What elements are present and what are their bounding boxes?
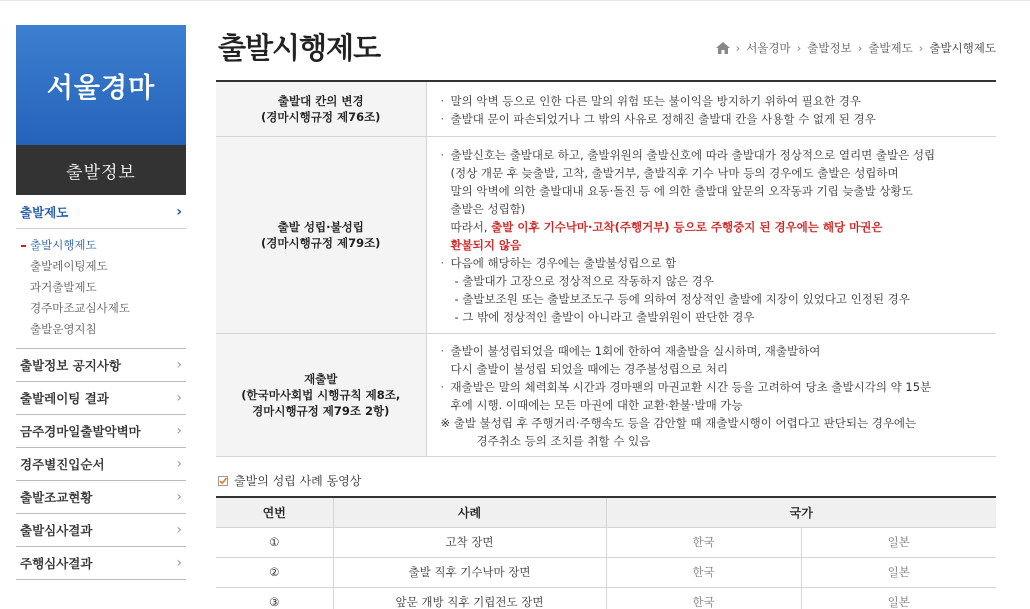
- sub-item-text: - 출발보조원 또는 출발보조도구 등에 의하여 정상적인 출발에 지장이 있었다고 인정된 경우: [454, 291, 910, 306]
- row-header-title: 출발대 칸의 변경: [277, 93, 364, 108]
- submenu-item-start-guideline[interactable]: 출발운영지침: [30, 322, 97, 336]
- row-header-ref: 경마시행규정 제79조 2항): [252, 403, 390, 418]
- table-row: [216, 527, 996, 557]
- warning-text: 출발 이후 기수낙마·고착(주행거부) 등으로 주행중지 된 경우에는 해당 마권은: [491, 219, 883, 234]
- column-header-country: 국가: [606, 497, 996, 527]
- cell-number: ①: [216, 527, 333, 557]
- home-icon[interactable]: [716, 42, 730, 54]
- row-header: [216, 136, 426, 333]
- sidebar-item-rating-result[interactable]: [16, 382, 186, 415]
- chevron-right-icon: ›: [176, 357, 182, 373]
- sidebar-item-label: 출발조교현황: [20, 490, 93, 505]
- breadcrumb-separator: ›: [735, 41, 741, 55]
- bullet-text: · 말의 악벽 등으로 인한 다른 말의 위험 또는 불이익을 방지하기 위하여 필요한 경우: [441, 92, 987, 110]
- cell-case: 앞문 개방 직후 기립전도 장면: [333, 587, 606, 609]
- table-row: [216, 136, 996, 333]
- note-text: ※ 출발 불성립 후 주행거리·주행속도 등을 감안할 때 재출발시행이 어렵다고 판단되는 경우에는: [440, 415, 917, 430]
- row-header-title: 재출발: [304, 371, 338, 386]
- video-link-japan[interactable]: 일본: [801, 557, 996, 587]
- table-row: [216, 333, 996, 456]
- section-heading: 출발정보: [16, 145, 186, 195]
- sidebar-item-label: 출발제도: [20, 204, 69, 220]
- row-header-ref: (경마시행규정 제76조): [261, 109, 381, 124]
- row-header: [216, 81, 426, 136]
- column-header-number: 연번: [216, 497, 333, 527]
- chevron-right-icon: ›: [176, 456, 182, 472]
- top-border: [0, 0, 1030, 4]
- table-row: [216, 81, 996, 136]
- sub-item-text: - 출발대가 고장으로 정상적으로 작동하지 않은 경우: [454, 273, 714, 288]
- table-header-row: [216, 497, 996, 527]
- sidebar-item-label: 출발레이팅 결과: [20, 391, 109, 406]
- breadcrumb-item[interactable]: 서울경마: [746, 41, 791, 55]
- column-header-case: 사례: [333, 497, 606, 527]
- paragraph-text: (정상 개문 후 늦출발, 고착, 출발거부, 출발직후 기수 낙마 등의 경우에도 출발은 성립하며: [450, 165, 899, 180]
- video-link-korea[interactable]: 한국: [606, 557, 801, 587]
- page-title: 출발시행제도: [218, 31, 381, 65]
- submenu-item-training-review[interactable]: 경주마조교심사제도: [30, 301, 130, 315]
- table-row: [216, 587, 996, 609]
- submenu-item-start-rating[interactable]: 출발레이팅제도: [30, 259, 108, 273]
- rules-table: [216, 80, 996, 457]
- bullet-text: · 출발신호는 출발대로 하고, 출발위원의 출발신호에 따라 출발대가 정상적으로 열리면 출발은 성립: [441, 146, 987, 164]
- paragraph-text: 말의 악벽에 의한 출발대내 요동·돌진 등 에 의한 출발대 앞문의 오작동과 기립 늦출발 상황도: [450, 183, 913, 198]
- breadcrumb-item[interactable]: 출발제도: [868, 41, 913, 55]
- check-icon: [218, 476, 228, 486]
- cell-case: 고착 장면: [333, 527, 606, 557]
- submenu-item-start-operation[interactable]: 출발시행제도: [20, 235, 186, 256]
- row-description: [426, 81, 996, 136]
- paragraph-prefix: 따라서,: [450, 219, 492, 234]
- video-link-korea[interactable]: 한국: [606, 527, 801, 557]
- paragraph-text: 후에 시행. 이때에는 모든 마권에 대한 교환·환불·발매 가능: [450, 397, 743, 412]
- row-description: [426, 333, 996, 456]
- brand-banner[interactable]: 서울경마: [16, 25, 186, 145]
- paragraph-text: 다시 출발이 불성립 되었을 때에는 경주불성립으로 처리: [450, 361, 728, 376]
- sidebar-item-label: 주행심사결과: [20, 556, 93, 571]
- sidebar-item-notice[interactable]: [16, 349, 186, 382]
- cell-number: ③: [216, 587, 333, 609]
- row-header-ref: (한국마사회법 시행규칙 제8조,: [241, 387, 401, 402]
- submenu-item-past-start[interactable]: 과거출발제도: [30, 280, 97, 294]
- chevron-right-icon: ›: [176, 522, 182, 538]
- cell-number: ②: [216, 557, 333, 587]
- chevron-right-icon: ›: [176, 555, 182, 571]
- sub-item-text: - 그 밖에 정상적인 출발이 아니라고 출발위원이 판단한 경우: [454, 309, 755, 324]
- bullet-text: · 출발대 문이 파손되었거나 그 밖의 사유로 정해진 출발대 칸을 사용할 수 없게 된 경우: [441, 110, 987, 128]
- video-link-korea[interactable]: 한국: [606, 587, 801, 609]
- sidebar-item-entry-order[interactable]: [16, 448, 186, 481]
- breadcrumb-separator: ›: [796, 41, 802, 55]
- sidebar-item-bad-horses[interactable]: [16, 415, 186, 448]
- cell-case: 출발 직후 기수낙마 장면: [333, 557, 606, 587]
- breadcrumb-item[interactable]: 출발정보: [807, 41, 852, 55]
- warning-text: 환불되지 않음: [450, 237, 522, 252]
- sidebar: [16, 25, 186, 580]
- row-description: [426, 136, 996, 333]
- submenu: [16, 229, 186, 349]
- breadcrumb: [716, 40, 996, 56]
- breadcrumb-current: 출발시행제도: [929, 41, 996, 55]
- video-table: [216, 496, 996, 609]
- sidebar-item-label: 출발심사결과: [20, 523, 93, 538]
- video-link-japan[interactable]: 일본: [801, 587, 996, 609]
- row-header-ref: (경마시행규정 제79조): [261, 235, 381, 250]
- bullet-text: · 재출발은 말의 체력회복 시간과 경마팬의 마권교환 시간 등을 고려하여 당초 출발시각의 약 15분: [441, 378, 987, 396]
- video-section-heading: [218, 472, 361, 489]
- sidebar-item-label: 출발정보 공지사항: [20, 358, 121, 373]
- sidebar-item-start-review[interactable]: [16, 514, 186, 547]
- paragraph-text: 출발은 성립함): [450, 201, 526, 216]
- breadcrumb-separator: ›: [918, 41, 924, 55]
- sidebar-item-start-system[interactable]: [16, 195, 186, 229]
- sidebar-item-label: 금주경마일출발악벽마: [20, 424, 141, 439]
- chevron-right-icon: ›: [176, 489, 182, 505]
- note-text: 경주취소 등의 조치를 취할 수 있음: [476, 433, 651, 448]
- sidebar-item-training-status[interactable]: [16, 481, 186, 514]
- bullet-text: · 다음에 해당하는 경우에는 출발불성립으로 함: [441, 254, 987, 272]
- bullet-text: · 출발이 불성립되었을 때에는 1회에 한하여 재출발을 실시하며, 재출발하여: [441, 342, 987, 360]
- sidebar-item-label: 경주별진입순서: [20, 457, 105, 472]
- table-row: [216, 557, 996, 587]
- chevron-right-icon: ›: [176, 203, 182, 220]
- breadcrumb-separator: ›: [857, 41, 863, 55]
- chevron-right-icon: ›: [176, 390, 182, 406]
- paragraph-text: [441, 218, 987, 236]
- video-heading-text: 출발의 성립 사례 동영상: [234, 474, 362, 488]
- chevron-right-icon: ›: [176, 423, 182, 439]
- row-header: [216, 333, 426, 456]
- video-link-japan[interactable]: 일본: [801, 527, 996, 557]
- sidebar-item-run-review[interactable]: [16, 547, 186, 580]
- row-header-title: 출발 성립·불성립: [277, 219, 364, 234]
